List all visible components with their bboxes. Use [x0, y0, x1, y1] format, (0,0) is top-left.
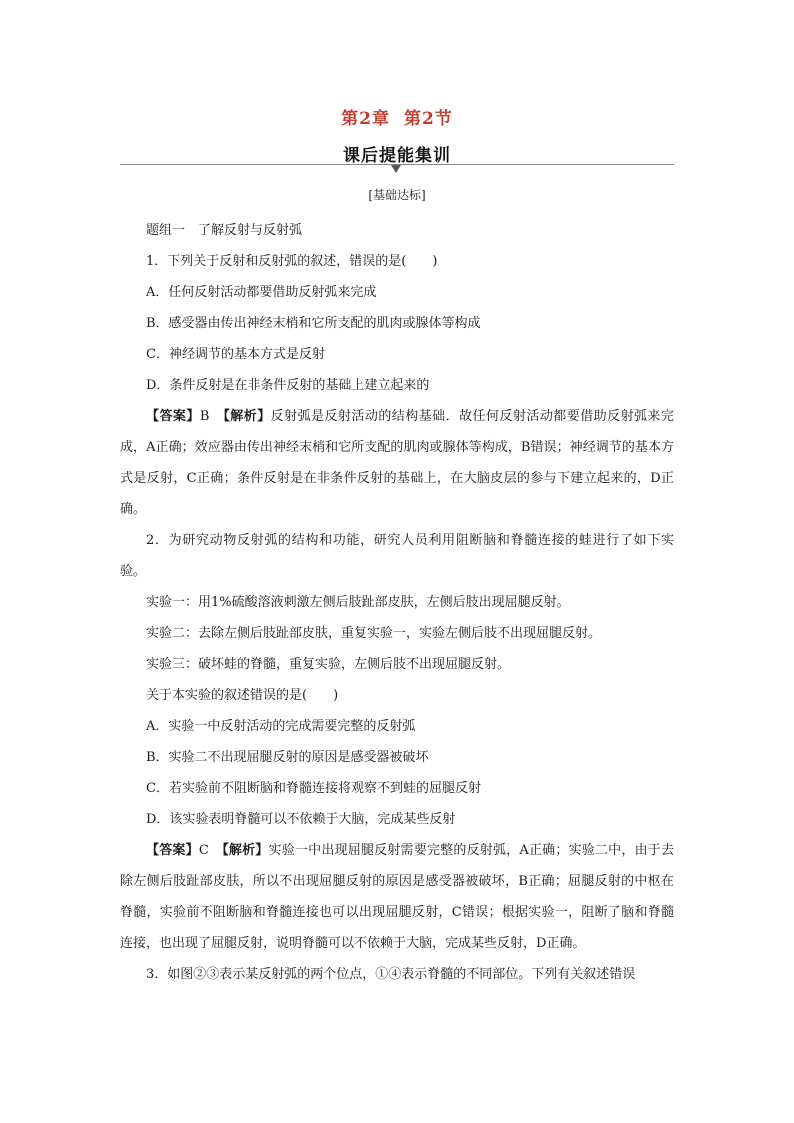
question-1-option-c: C．神经调节的基本方式是反射: [146, 347, 325, 362]
question-2-option-d: D．该实验表明脊髓可以不依赖于大脑，完成某些反射: [146, 812, 456, 827]
answer-value: C: [198, 843, 223, 858]
experiment-1: 实验一：用1%硫酸溶液刺激左侧后肢趾部皮肤，左侧后肢出现屈腿反射。: [146, 595, 570, 610]
question-1-stem: 1．下列关于反射和反射弧的叙述，错误的是( ): [146, 254, 438, 269]
question-2-option-c: C．若实验前不阻断脑和脊髓连接将观察不到蛙的屈腿反射: [146, 781, 481, 796]
question-2-explanation: [120, 835, 674, 959]
chapter-heading: [0, 104, 794, 129]
group-title: 题组一 了解反射与反射弧: [146, 223, 303, 238]
document-body: [120, 215, 674, 990]
question-1-option-d: D．条件反射是在非条件反射的基础上建立起来的: [146, 378, 430, 393]
divider-triangle-icon: [391, 165, 401, 173]
question-3-stem: 3．如图②③表示某反射弧的两个位点，①④表示脊髓的不同部位。下列有关叙述错误: [146, 967, 636, 982]
analysis-tag: 【解析】: [222, 843, 269, 858]
page-subtitle: 课后提能集训: [343, 146, 451, 166]
answer-tag: 【答案】: [146, 409, 200, 424]
answer-value: B: [199, 409, 224, 424]
section-number: 第2节: [404, 109, 453, 129]
answer-tag: 【答案】: [146, 843, 199, 858]
experiment-2: 实验二：去除左侧后肢趾部皮肤，重复实验一，实验左侧后肢不出现屈腿反射。: [146, 626, 602, 641]
question-1-option-a: A．任何反射活动都要借助反射弧来完成: [146, 285, 377, 300]
experiment-3: 实验三：破坏蛙的脊髓，重复实验，左侧后肢不出现屈腿反射。: [146, 657, 511, 672]
analysis-tag: 【解析】: [223, 409, 271, 424]
analysis-text: 实验一中出现屈腿反射需要完整的反射弧，A正确；实验二中，由于去除左侧后肢趾部皮肤，所以不出现屈腿反射的原因是感受器被破坏，B正确；屈腿反射的中枢在脊髓，实验前不阻断脑和脊髓连接也可以出现屈腿反射，C错误；根据实验一，阻断了脑和脊髓连接，也出现了屈腿反射，说明脊髓可以不依赖于大脑，完成某些反射，D正确。: [120, 843, 674, 951]
chapter-number: 第2章: [341, 109, 390, 129]
question-2-option-b: B．实验二不出现屈腿反射的原因是感受器被破坏: [146, 750, 429, 765]
section-label: [基础达标]: [368, 188, 426, 202]
question-1-explanation: [120, 401, 674, 525]
question-2-option-a: A．实验一中反射活动的完成需要完整的反射弧: [146, 719, 416, 734]
question-2-prompt: 关于本实验的叙述错误的是( ): [146, 688, 339, 703]
question-2-stem: 2．为研究动物反射弧的结构和功能，研究人员利用阻断脑和脊髓连接的蛙进行了如下实验。: [120, 533, 674, 579]
question-1-option-b: B．感受器由传出神经末梢和它所支配的肌肉或腺体等构成: [146, 316, 481, 331]
analysis-text: 反射弧是反射活动的结构基础．故任何反射活动都要借助反射弧来完成，A正确；效应器由传出神经末梢和它所支配的肌肉或腺体等构成，B错误；神经调节的基本方式是反射，C正确；条件反射是在非条件反射的基础上，在大脑皮层的参与下建立起来的，D正确。: [120, 409, 674, 517]
